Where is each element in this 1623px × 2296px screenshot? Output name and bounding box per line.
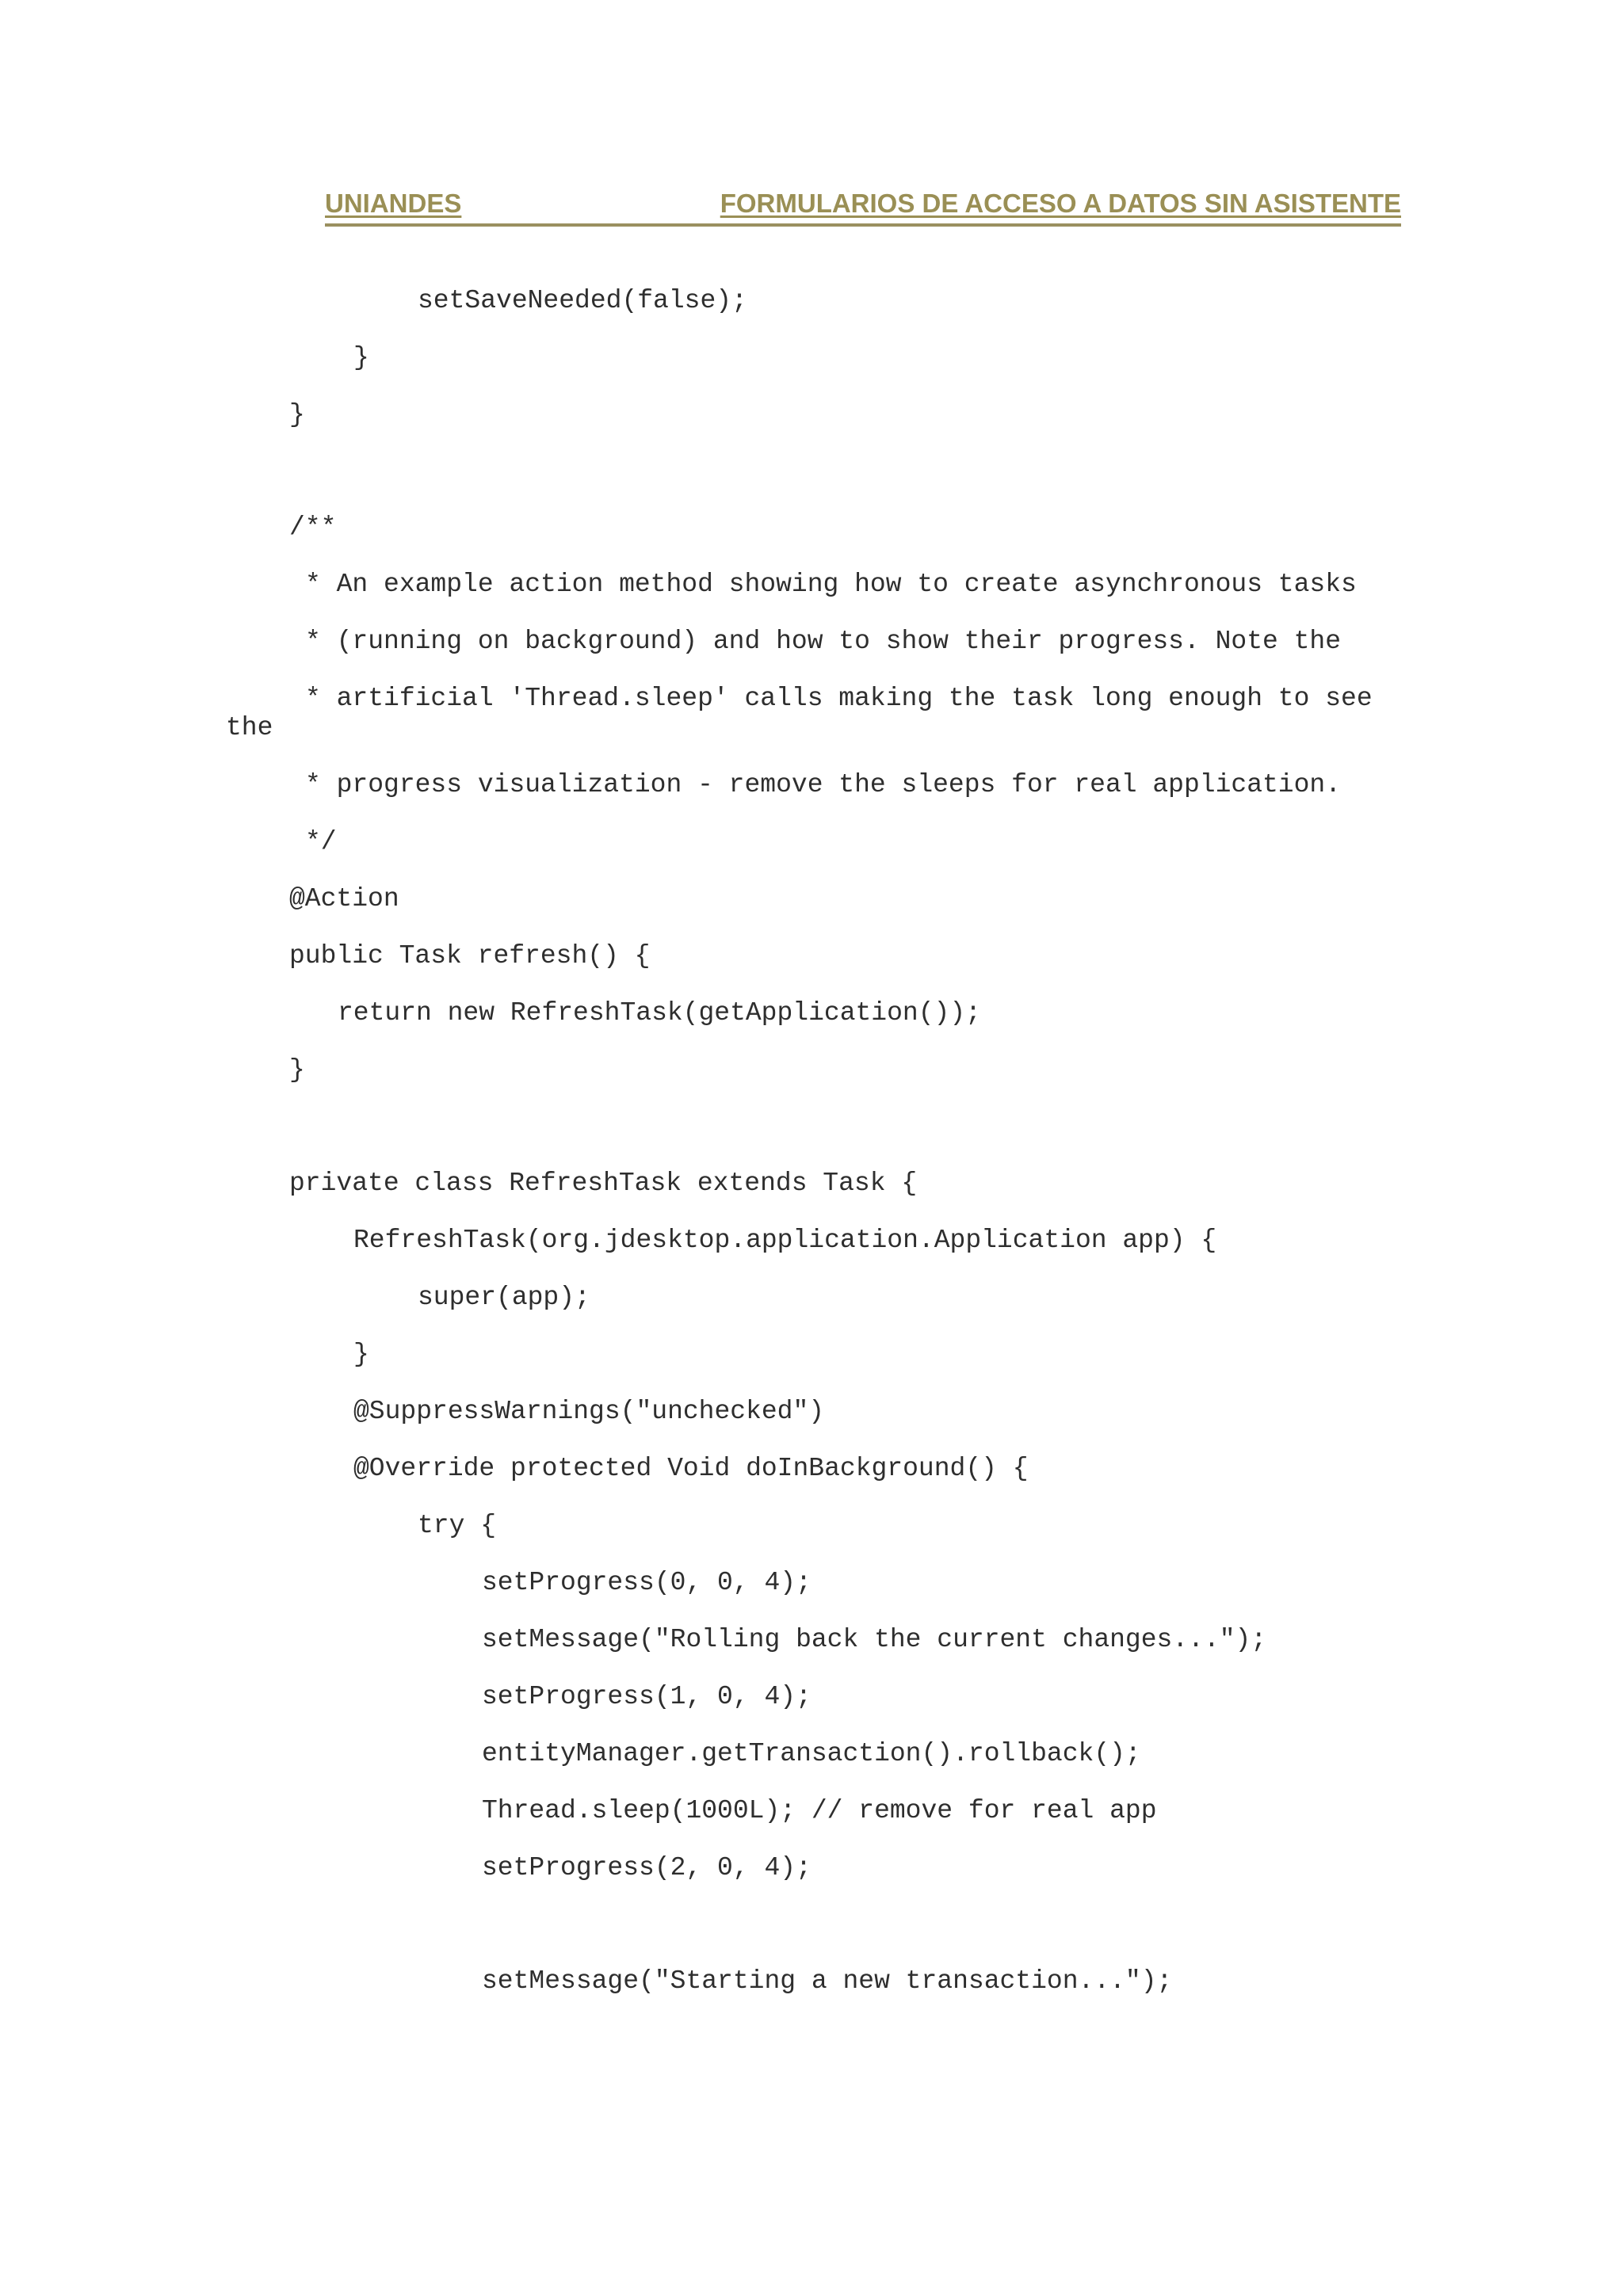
code-line: setMessage("Starting a new transaction..."); <box>482 1966 1173 1996</box>
code-line: } <box>353 343 369 372</box>
code-line: return new RefreshTask(getApplication()); <box>338 998 981 1028</box>
code-line: } <box>289 400 305 429</box>
code-line: private class RefreshTask extends Task { <box>289 1169 918 1198</box>
code-line: public Task refresh() { <box>289 941 651 971</box>
code-line: @SuppressWarnings("unchecked") <box>353 1397 825 1426</box>
code-line: super(app); <box>418 1283 590 1312</box>
code-line: @Override protected Void doInBackground() { <box>353 1454 1029 1483</box>
code-line: setProgress(1, 0, 4); <box>482 1682 812 1711</box>
code-line: Thread.sleep(1000L); // remove for real app <box>482 1796 1157 1825</box>
code-line: * progress visualization - remove the sleeps for real application. <box>305 770 1342 799</box>
code-line: */ <box>305 827 337 856</box>
code-line: setMessage("Rolling back the current changes..."); <box>482 1625 1267 1654</box>
code-line: RefreshTask(org.jdesktop.application.Application app) { <box>353 1226 1217 1255</box>
header-left-title: UNIANDES <box>325 189 462 218</box>
page-header <box>325 189 1401 227</box>
code-line: @Action <box>289 884 399 913</box>
code-line: setProgress(2, 0, 4); <box>482 1853 812 1882</box>
code-line: try { <box>418 1511 497 1540</box>
code-line: setSaveNeeded(false); <box>418 286 747 315</box>
code-line: * An example action method showing how to create asynchronous tasks <box>305 570 1357 599</box>
code-line: /** <box>289 513 337 542</box>
code-line: } <box>289 1055 305 1085</box>
code-line: } <box>353 1340 369 1369</box>
code-line: entityManager.getTransaction().rollback(); <box>482 1739 1141 1768</box>
code-line: * artificial 'Thread.sleep' calls making the task long enough to see <box>305 684 1373 713</box>
code-line: the <box>226 713 273 742</box>
code-line: setProgress(0, 0, 4); <box>482 1568 812 1597</box>
code-line: * (running on background) and how to show their progress. Note the <box>305 627 1342 656</box>
header-right-title: FORMULARIOS DE ACCESO A DATOS SIN ASISTENTE <box>720 189 1401 218</box>
